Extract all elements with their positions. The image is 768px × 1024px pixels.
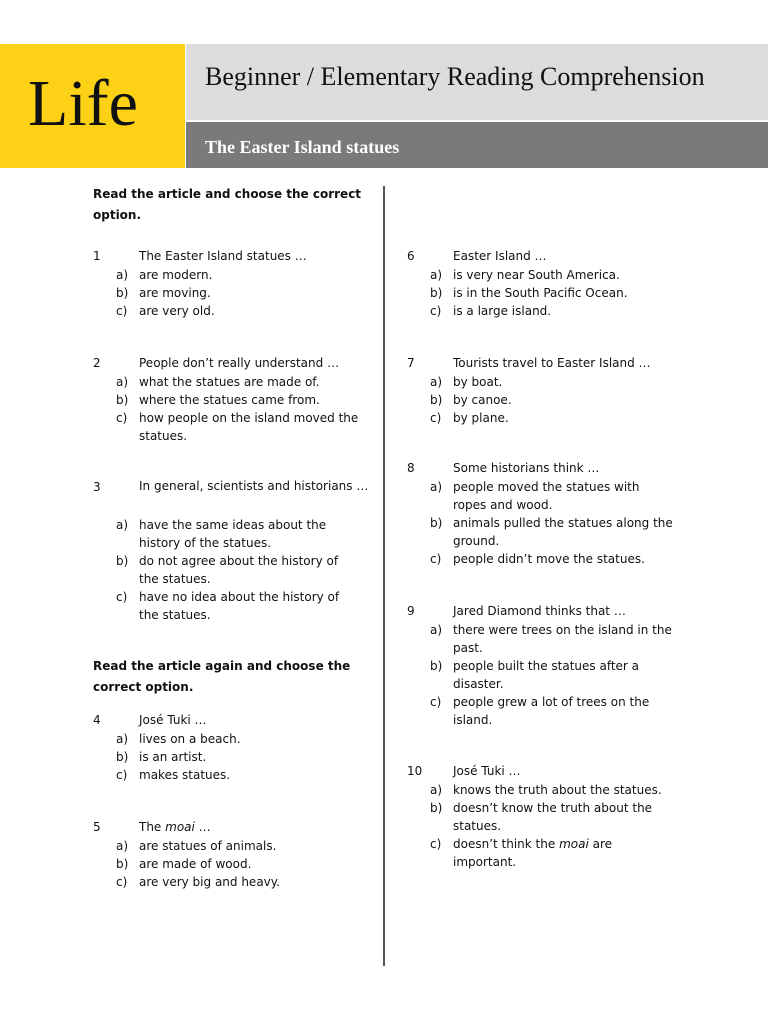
question-stem: People don’t really understand …	[139, 356, 340, 370]
question-stem: The moai …	[139, 820, 211, 834]
option-b[interactable]	[93, 552, 359, 588]
option-c[interactable]	[407, 550, 673, 568]
question-7	[407, 353, 673, 427]
option-b[interactable]	[407, 514, 673, 550]
column-divider	[383, 186, 385, 966]
option-b[interactable]	[93, 391, 359, 409]
option-a[interactable]	[407, 621, 673, 657]
option-text: makes statues.	[139, 768, 231, 782]
question-number: 5	[93, 820, 101, 834]
option-letter: b)	[430, 393, 443, 407]
option-a[interactable]	[407, 373, 673, 391]
option-text: doesn’t think the moai are important.	[453, 837, 613, 869]
option-a[interactable]	[407, 478, 673, 514]
question-number: 1	[93, 249, 101, 263]
option-letter: a)	[430, 783, 443, 797]
question-stem: Jared Diamond thinks that …	[453, 604, 626, 618]
option-text: is an artist.	[139, 750, 207, 764]
question-number: 4	[93, 713, 101, 727]
option-text: are very big and heavy.	[139, 875, 280, 889]
option-letter: c)	[430, 695, 442, 709]
option-text: are made of wood.	[139, 857, 252, 871]
question-number: 6	[407, 249, 415, 263]
question-2	[93, 353, 359, 445]
option-a[interactable]	[93, 266, 359, 284]
option-letter: a)	[116, 732, 129, 746]
page-subtitle: The Easter Island statues	[205, 137, 400, 157]
option-b[interactable]	[93, 748, 359, 766]
question-stem: In general, scientists and historians …	[139, 479, 369, 493]
question-stem: José Tuki …	[139, 713, 207, 727]
option-c[interactable]	[407, 409, 673, 427]
option-letter: c)	[116, 411, 128, 425]
option-letter: b)	[430, 801, 443, 815]
option-letter: c)	[116, 768, 128, 782]
option-letter: a)	[116, 375, 129, 389]
option-text: have the same ideas about the history of the statues.	[139, 518, 327, 550]
option-letter: b)	[116, 286, 129, 300]
option-letter: a)	[116, 839, 129, 853]
option-text: are very old.	[139, 304, 215, 318]
question-8	[407, 458, 673, 568]
question-10	[407, 761, 673, 871]
option-text: is very near South America.	[453, 268, 620, 282]
option-letter: a)	[430, 623, 443, 637]
option-text: are modern.	[139, 268, 213, 282]
option-a[interactable]	[93, 516, 359, 552]
question-number: 3	[93, 480, 101, 494]
option-text: people didn’t move the statues.	[453, 552, 645, 566]
option-letter: c)	[430, 837, 442, 851]
option-letter: c)	[116, 875, 128, 889]
option-c[interactable]	[407, 835, 673, 871]
question-1	[93, 246, 359, 320]
option-text: there were trees on the island in the past.	[453, 623, 672, 655]
option-letter: b)	[116, 554, 129, 568]
question-stem: Easter Island …	[453, 249, 547, 263]
option-text: doesn’t know the truth about the statues.	[453, 801, 653, 833]
question-number: 9	[407, 604, 415, 618]
option-text: people moved the statues with ropes and wood.	[453, 480, 640, 512]
option-letter: a)	[430, 480, 443, 494]
question-stem: The Easter Island statues …	[139, 249, 307, 263]
option-c[interactable]	[93, 302, 359, 320]
option-a[interactable]	[407, 266, 673, 284]
option-b[interactable]	[407, 799, 673, 835]
question-3	[93, 477, 369, 624]
option-text: is a large island.	[453, 304, 552, 318]
option-letter: b)	[430, 516, 443, 530]
option-letter: a)	[116, 518, 129, 532]
instructions-second: Read the article again and choose the correct option.	[93, 659, 351, 694]
question-4	[93, 710, 359, 784]
option-letter: c)	[116, 590, 128, 604]
moai-word: moai	[165, 820, 195, 834]
option-a[interactable]	[93, 373, 359, 391]
question-stem: Some historians think …	[453, 461, 600, 475]
question-6	[407, 246, 673, 320]
option-letter: b)	[430, 659, 443, 673]
option-text: animals pulled the statues along the ground.	[453, 516, 673, 548]
option-letter: b)	[430, 286, 443, 300]
life-logo: Life	[28, 67, 138, 140]
option-letter: a)	[430, 375, 443, 389]
option-text: lives on a beach.	[139, 732, 241, 746]
option-c[interactable]	[93, 409, 359, 445]
option-a[interactable]	[93, 837, 359, 855]
option-text: what the statues are made of.	[139, 375, 320, 389]
option-letter: c)	[116, 304, 128, 318]
question-number: 2	[93, 356, 101, 370]
option-letter: b)	[116, 750, 129, 764]
option-c[interactable]	[93, 766, 359, 784]
option-text: how people on the island moved the statues.	[139, 411, 359, 443]
option-text: knows the truth about the statues.	[453, 783, 662, 797]
option-text: where the statues came from.	[139, 393, 320, 407]
option-b[interactable]	[407, 657, 673, 693]
option-c[interactable]	[93, 873, 359, 891]
option-text: by boat.	[453, 375, 503, 389]
option-letter: c)	[430, 552, 442, 566]
option-letter: c)	[430, 304, 442, 318]
question-5	[93, 817, 359, 891]
option-text: do not agree about the history of the statues.	[139, 554, 339, 586]
option-c[interactable]	[407, 693, 673, 729]
option-text: have no idea about the history of the statues.	[139, 590, 340, 622]
option-b[interactable]	[407, 391, 673, 409]
option-text: is in the South Pacific Ocean.	[453, 286, 628, 300]
option-text: people grew a lot of trees on the island.	[453, 695, 650, 727]
option-text: by canoe.	[453, 393, 512, 407]
page-title: Beginner / Elementary Reading Comprehension	[205, 62, 705, 91]
option-a[interactable]	[407, 781, 673, 799]
option-letter: b)	[116, 857, 129, 871]
option-letter: b)	[116, 393, 129, 407]
instructions-first: Read the article and choose the correct option.	[93, 187, 362, 222]
option-a[interactable]	[93, 730, 359, 748]
question-number: 8	[407, 461, 415, 475]
option-text: by plane.	[453, 411, 509, 425]
option-b[interactable]	[407, 284, 673, 302]
option-letter: a)	[116, 268, 129, 282]
option-c[interactable]	[93, 588, 359, 624]
option-letter: a)	[430, 268, 443, 282]
option-c[interactable]	[407, 302, 673, 320]
question-number: 7	[407, 356, 415, 370]
option-text: people built the statues after a disaster.	[453, 659, 640, 691]
question-number: 10	[407, 764, 423, 778]
option-letter: c)	[430, 411, 442, 425]
option-b[interactable]	[93, 284, 359, 302]
question-9	[407, 601, 673, 729]
moai-word: moai	[559, 837, 589, 851]
question-stem: José Tuki …	[453, 764, 521, 778]
option-text: are statues of animals.	[139, 839, 277, 853]
option-text: are moving.	[139, 286, 211, 300]
question-stem: Tourists travel to Easter Island …	[453, 356, 651, 370]
option-b[interactable]	[93, 855, 359, 873]
